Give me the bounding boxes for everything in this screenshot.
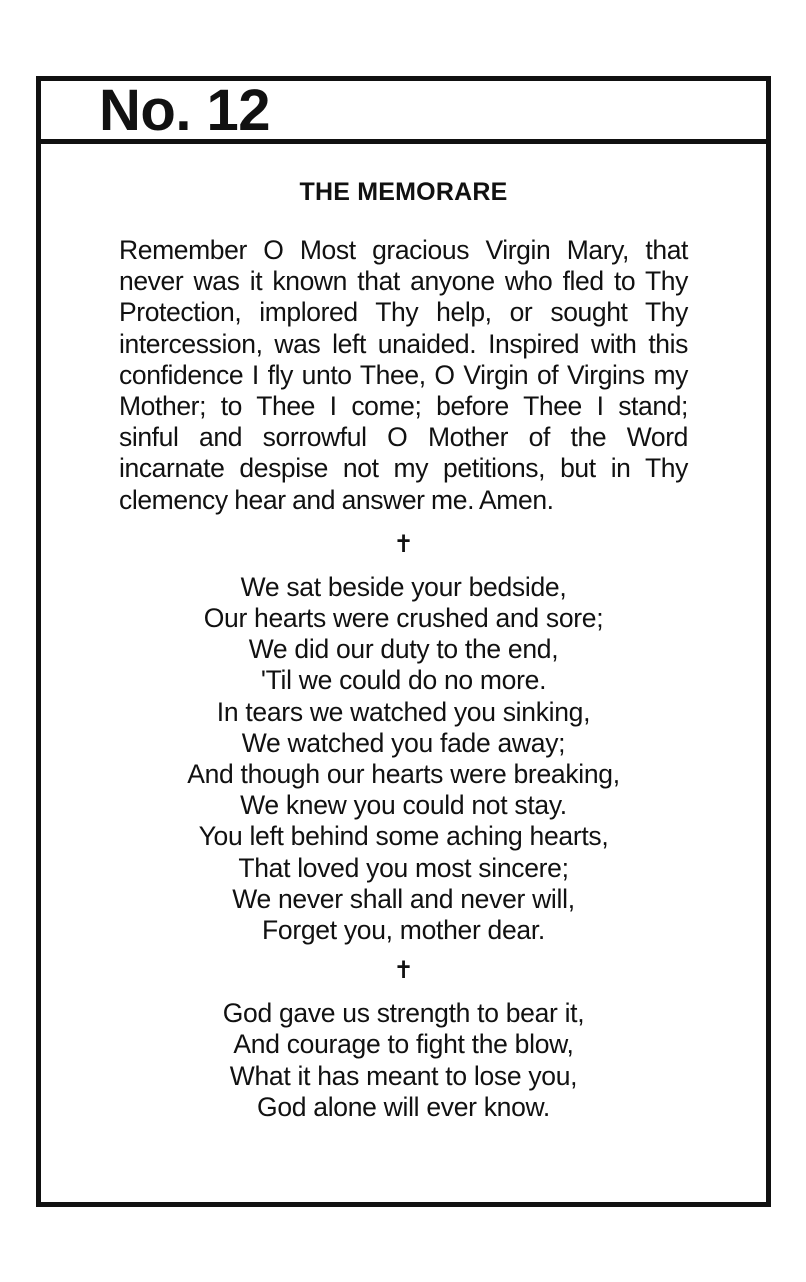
verse-line: Forget you, mother dear. (262, 915, 545, 946)
prayer-text: Remember O Most gracious Virgin Mary, that never was it known that anyone who fled to Thy Protection, implored Thy help, or sought Thy intercession, was left unaided. Inspired with this confidence I fly unto Thee, O Virgin of Virgins my Mother; to Thee I come; before Thee I stand; sinful and sorrowful O Mother of the Word incarnate despise not my petitions, but in Thy clemency hear and answer me. Amen. (119, 235, 688, 515)
cross-icon: ✝ (393, 957, 414, 985)
verse-line: We knew you could not stay. (240, 790, 567, 821)
verse-line: And though our hearts were breaking, (187, 759, 620, 790)
verse-line: That loved you most sincere; (238, 852, 569, 883)
verse-line: God gave us strength to bear it, (222, 998, 585, 1029)
verse-line: We watched you fade away; (241, 727, 566, 758)
prayer-title: THE MEMORARE (299, 178, 508, 206)
cross-icon: ✝ (393, 530, 414, 558)
verse-line: Our hearts were crushed and sore; (203, 603, 604, 634)
card-number: No. 12 (99, 78, 271, 143)
verse-line: We never shall and never will, (232, 883, 575, 914)
verse-line: In tears we watched you sinking, (216, 696, 591, 727)
verse-line: 'Til we could do no more. (260, 665, 547, 696)
verse-line: God alone will ever know. (257, 1091, 550, 1122)
verse-one (119, 572, 688, 946)
verse-line: What it has meant to lose you, (229, 1060, 578, 1091)
verse-two (119, 998, 688, 1123)
card-content (41, 177, 766, 1123)
verse-line: We sat beside your bedside, (240, 571, 567, 602)
memorial-card (36, 76, 771, 1207)
verse-line: You left behind some aching hearts, (198, 821, 609, 852)
card-header (41, 78, 766, 144)
verse-line: And courage to fight the blow, (233, 1029, 574, 1060)
verse-line: We did our duty to the end, (248, 634, 559, 665)
